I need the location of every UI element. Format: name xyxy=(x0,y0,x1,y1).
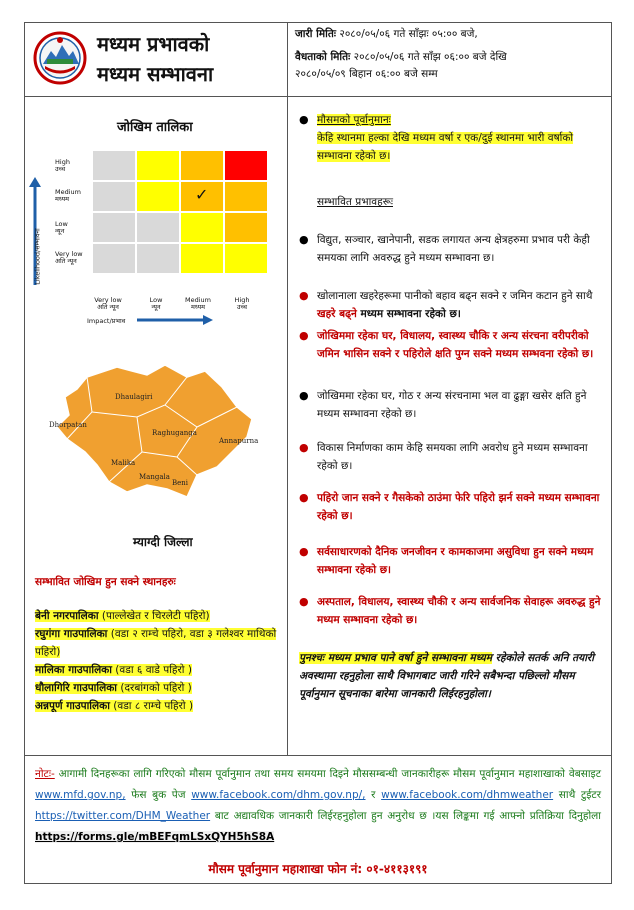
risk-cell xyxy=(225,182,267,211)
risk-cell xyxy=(181,213,223,242)
risk-places-title: सम्भावित जोखिम हुन सक्ने स्थानहरुः xyxy=(35,576,176,588)
y-label-low: Low न्यून xyxy=(55,220,68,235)
bullet-icon: ● xyxy=(299,595,309,608)
valid-label: वैधताको मितिः xyxy=(295,51,351,63)
phone-number: मौसम पूर्वानुमान महाशाखा फोन नं: ०१-४११३१९१ xyxy=(208,862,428,876)
map-label-mangala: Mangala xyxy=(139,473,170,481)
x-label-low: Low न्यून xyxy=(149,296,163,311)
x-label-medium: Medium मध्यम xyxy=(185,296,211,311)
map-label-dhaulagiri: Dhaulagiri xyxy=(115,393,153,401)
facebook-link[interactable]: www.facebook.com/dhm.gov.np/, xyxy=(191,789,366,801)
check-mark-icon: ✓ xyxy=(195,185,209,204)
place-item: बेनी नगरपालिका (पाल्लेखेत र चिरलेटी पहिरो) xyxy=(35,610,210,622)
issued-value: २०८०/०५/०६ गते साँझः ०५:०० बजे, xyxy=(339,28,478,40)
risk-cell xyxy=(93,182,135,211)
forecast-body: केहि स्थानमा हल्का देखि मध्यम वर्षा र एक/दुई स्थानमा भारी वर्षाको सम्भावना रहेको छ। xyxy=(317,132,574,162)
risk-cell xyxy=(137,213,179,242)
footer xyxy=(25,755,611,885)
risk-cell xyxy=(181,151,223,180)
final-note-rest: रहेकोले सतर्क अनि तयारी अवस्थामा रहनुहोला साथै विभागबाट जारी गरिने सबैभन्दा पछिल्लो मौसम पूर्वानुमान सूचनाका बारेमा जानकारी लिईरहनुहोला। xyxy=(299,652,594,700)
y-label-high: High उच्च xyxy=(55,158,70,173)
valid-value: २०८०/०५/०६ गते साँझ ०६:०० बजे देखि xyxy=(353,51,507,63)
map-label-annapurna: Annapurna xyxy=(219,437,259,445)
place-item: अन्नपूर्ण गाउपालिका (वडा ८ राम्चे पहिरो ) xyxy=(35,700,194,712)
bullet-icon: ● xyxy=(299,389,309,402)
map-label-raghuganga: Raghuganga xyxy=(152,429,197,437)
place-item: धौलागिरि गाउपालिका (दरबांगको पहिरो ) xyxy=(35,682,192,694)
final-note-highlight: पुनश्चः मध्यम प्रभाव पाने वर्षा हुने सम्भावना मध्यम xyxy=(299,652,493,664)
header xyxy=(25,23,611,97)
bullet-icon: ● xyxy=(299,113,309,126)
bulletin-title xyxy=(97,29,213,89)
note-label: नोटः- xyxy=(35,768,55,780)
risk-cell xyxy=(137,244,179,273)
risk-cell xyxy=(93,244,135,273)
risk-places-list xyxy=(35,607,283,715)
feedback-form-link[interactable]: https://forms.gle/mBEFqmLSxQYH5hS8A xyxy=(35,831,275,843)
x-label-high: High उच्च xyxy=(234,296,250,311)
bulletin-page xyxy=(24,22,612,884)
risk-cell xyxy=(137,151,179,180)
map-label-malika: Malika xyxy=(111,459,136,467)
district-name: म्याग्दी जिल्ला xyxy=(133,535,193,549)
right-column: ● मौसमको पूर्वानुमानः केहि स्थानमा हल्का देखि मध्यम वर्षा र एक/दुई स्थानमा भारी वर्षाको सम्भावना रहेको छ। सम्भावित प्रभावहरूः ● विद्युत, सञ्चार, खानेपानी, सडक लगायत अन्य क्षेत्रहरुमा प्रभाव परी केही समयका लागि अवरुद्ध हुने मध्यम सम्भावना छ। ● खोलानाला खहरेहरूमा पानीको बहाव बढ्न सक्ने र जमिन कटान हुने साथै खहरे बढ्ने मध्यम सम्भावना रहेको छ। ● जोखिममा रहेका घर, विधालय, स्वास्थ्य चौकि र अन्य संरचना वरीपरीको जमिन भासिन सक्ने र पहिरोले क्षति पुग्न सक्ने मध्यम सम्भवना रहेको छ। ● जोखिममा रहेका घर, गोठ र अन्य संरचनामा भल वा ढुङ्गा खसेर क्षति हुने मध्यम सम्भावना रहेको छ। ● विकास निर्माणका काम केहि समयका लागि अवरोध हुने मध्यम सम्भावना रहेको छ। ● पहिरो जान सक्ने र गैसकेको ठाउंमा फेरि पहिरो झर्न सक्ने मध्यम सम्भावना रहेको छ। ● सर्वसाधारणको दैनिक जनजीवन र कामकाजमा असुविधा हुन सक्ने मध्यम सम्भावना रहेको छ। ● अस्पताल, विधालय, स्वास्थ्य चौकी र अन्य सार्वजनिक सेवाहरू अवरुद्ध हुने मध्यम सम्भावना रहेको छ। पुनश्चः मध्यम प्रभाव पाने वर्षा हुने सम्भावना मध्यम रहेकोले सतर्क अनि तयारी अवस्थामा रहनुहोला साथै विभागबाट जारी गरिने सबैभन्दा पछिल्लो मौसम पूर्वानुमान सूचनाका बारेमा जानकारी लिईरहनुहोला। xyxy=(295,97,607,755)
place-item: मालिका गाउपालिका (वडा ६ वाडे पहिरो ) xyxy=(35,664,192,676)
risk-cell xyxy=(93,213,135,242)
issued-label: जारी मितिः xyxy=(295,28,337,40)
impact-arrow-icon xyxy=(137,315,213,325)
bullet-icon: ● xyxy=(299,441,309,454)
bullet-icon: ● xyxy=(299,491,309,504)
title-line-2: मध्यम सम्भावना xyxy=(97,62,214,86)
title-line-1: मध्यम प्रभावको xyxy=(97,32,210,56)
myagdi-district-map xyxy=(47,357,267,507)
left-column xyxy=(25,97,287,755)
risk-cell xyxy=(137,182,179,211)
risk-cell xyxy=(225,213,267,242)
bullet-icon: ● xyxy=(299,329,309,342)
place-item: रघुगंगा गाउपालिका (वडा २ राम्चे पहिरो, वडा ३ गलेश्वर माथिको पहिरो) xyxy=(35,628,277,658)
risk-cell xyxy=(181,244,223,273)
map-label-dhorpatan: Dhorpatan xyxy=(49,421,87,429)
risk-matrix xyxy=(93,151,283,273)
footer-note: नोटः- आगामी दिनहरूका लागि गरिएको मौसम पूर्वानुमान तथा समय समयमा दिइने मौससम्बन्धी जानकारीहरू मौसम पूर्वानुमान महाशाखाको वेबसाइट www.mfd.gov.np, फेस बुक पेज www.facebook.com/dhm.gov.np/, र www.facebook.com/dhmweather साथै टुईटर https://twitter.com/DHM_Weather बाट अद्यावधिक जानकारी लिईरहनुहोला हुन अनुरोध छ ।यस लिङ्कमा गई आफ्नो प्रतिक्रिया दिनुहोला https://forms.gle/mBEFqmLSxQYH5hS8A xyxy=(35,768,601,843)
risk-table-title: जोखिम तालिका xyxy=(117,120,193,135)
nepal-emblem-icon xyxy=(33,31,87,85)
y-label-very-low: Very low अति न्यून xyxy=(55,250,83,265)
bullet-icon: ● xyxy=(299,289,309,302)
risk-cell xyxy=(93,151,135,180)
bulletin-body xyxy=(25,97,611,755)
valid-value-2: २०८०/०५/०९ बिहान ०६:०० बजे सम्म xyxy=(295,68,438,80)
forecast-heading: मौसमको पूर्वानुमानः xyxy=(317,114,391,126)
risk-cell xyxy=(225,244,267,273)
issue-info xyxy=(295,26,609,83)
bullet-icon: ● xyxy=(299,233,309,246)
impacts-title: सम्भावित प्रभावहरूः xyxy=(317,196,393,208)
website-link[interactable]: www.mfd.gov.np, xyxy=(35,789,126,801)
y-axis-label: Likelihood/सम्भावना xyxy=(33,228,42,285)
map-label-beni: Beni xyxy=(172,479,189,487)
facebook-weather-link[interactable]: www.facebook.com/dhmweather xyxy=(381,789,554,801)
y-label-medium: Medium मध्यम xyxy=(55,188,81,203)
twitter-link[interactable]: https://twitter.com/DHM_Weather xyxy=(35,810,211,822)
bullet-icon: ● xyxy=(299,545,309,558)
x-axis-label: Impact/प्रभाव xyxy=(87,317,126,325)
x-label-very-low: Very low अति न्यून xyxy=(94,296,122,311)
risk-cell xyxy=(225,151,267,180)
